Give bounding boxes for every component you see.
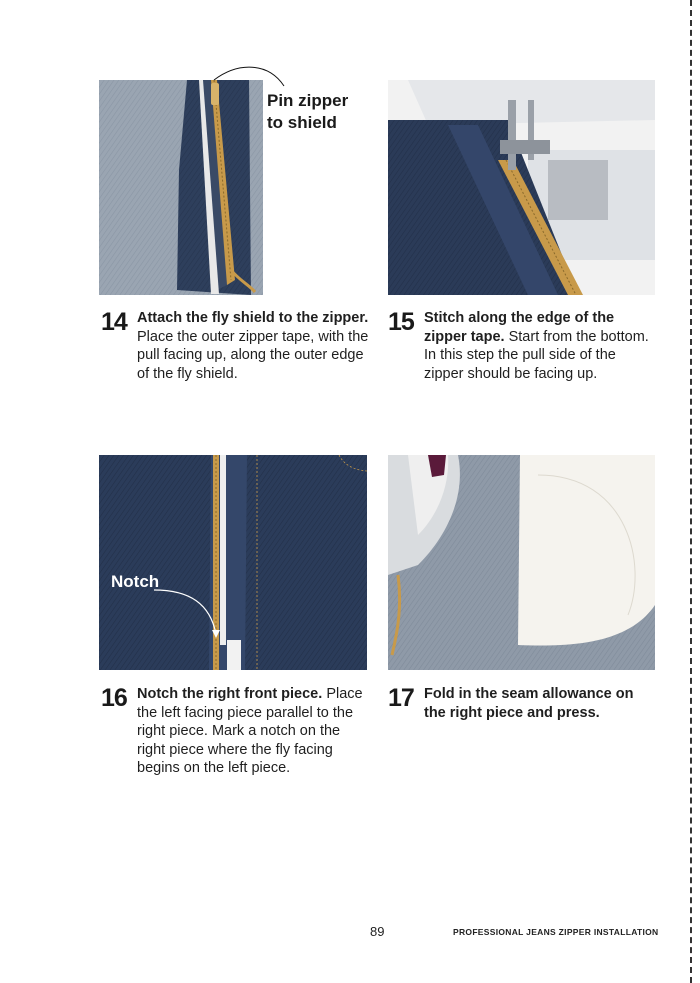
step-lead: Stitch along the edge of the zipper tape. (424, 310, 615, 345)
callout-pin-zipper-arrow (208, 60, 288, 90)
step-body: Place the outer zipper tape, with the pull facing up, along the outer edge of the fly shield. (137, 328, 369, 382)
step-number: 14 (101, 308, 127, 336)
photo-step-14 (99, 80, 263, 295)
photo-step-17 (388, 455, 655, 670)
step-text (137, 685, 369, 778)
cut-line-divider (690, 0, 692, 983)
photo-step-16 (99, 455, 367, 670)
step-text (424, 685, 656, 722)
step-text (424, 309, 656, 383)
callout-notch-arrow (150, 584, 225, 644)
photo-step-15 (388, 80, 655, 295)
step-lead: Fold in the seam allowance on the right piece and press. (424, 686, 634, 721)
step-lead: Notch the right front piece. (137, 686, 323, 702)
callout-pin-zipper (267, 90, 348, 134)
callout-notch: Notch (111, 572, 160, 591)
step-number: 15 (388, 308, 414, 336)
step-number: 16 (101, 684, 127, 712)
callout-pin-zipper-line1: Pin zipper (267, 91, 349, 110)
step-body: Start from the bottom. In this step the pull side of the zipper should be facing up. (424, 328, 649, 382)
step-text (137, 309, 369, 383)
step-body: Place the left facing piece parallel to the right piece. Mark a notch on the right piece where the fly facing begins on the left piece. (137, 686, 363, 776)
callout-pin-zipper-line2: to shield (267, 113, 337, 132)
page-number: 89 (370, 924, 385, 939)
step-lead: Attach the fly shield to the zipper. (137, 310, 369, 326)
step-number: 17 (388, 684, 414, 712)
running-title: PROFESSIONAL JEANS ZIPPER INSTALLATION (453, 927, 659, 937)
